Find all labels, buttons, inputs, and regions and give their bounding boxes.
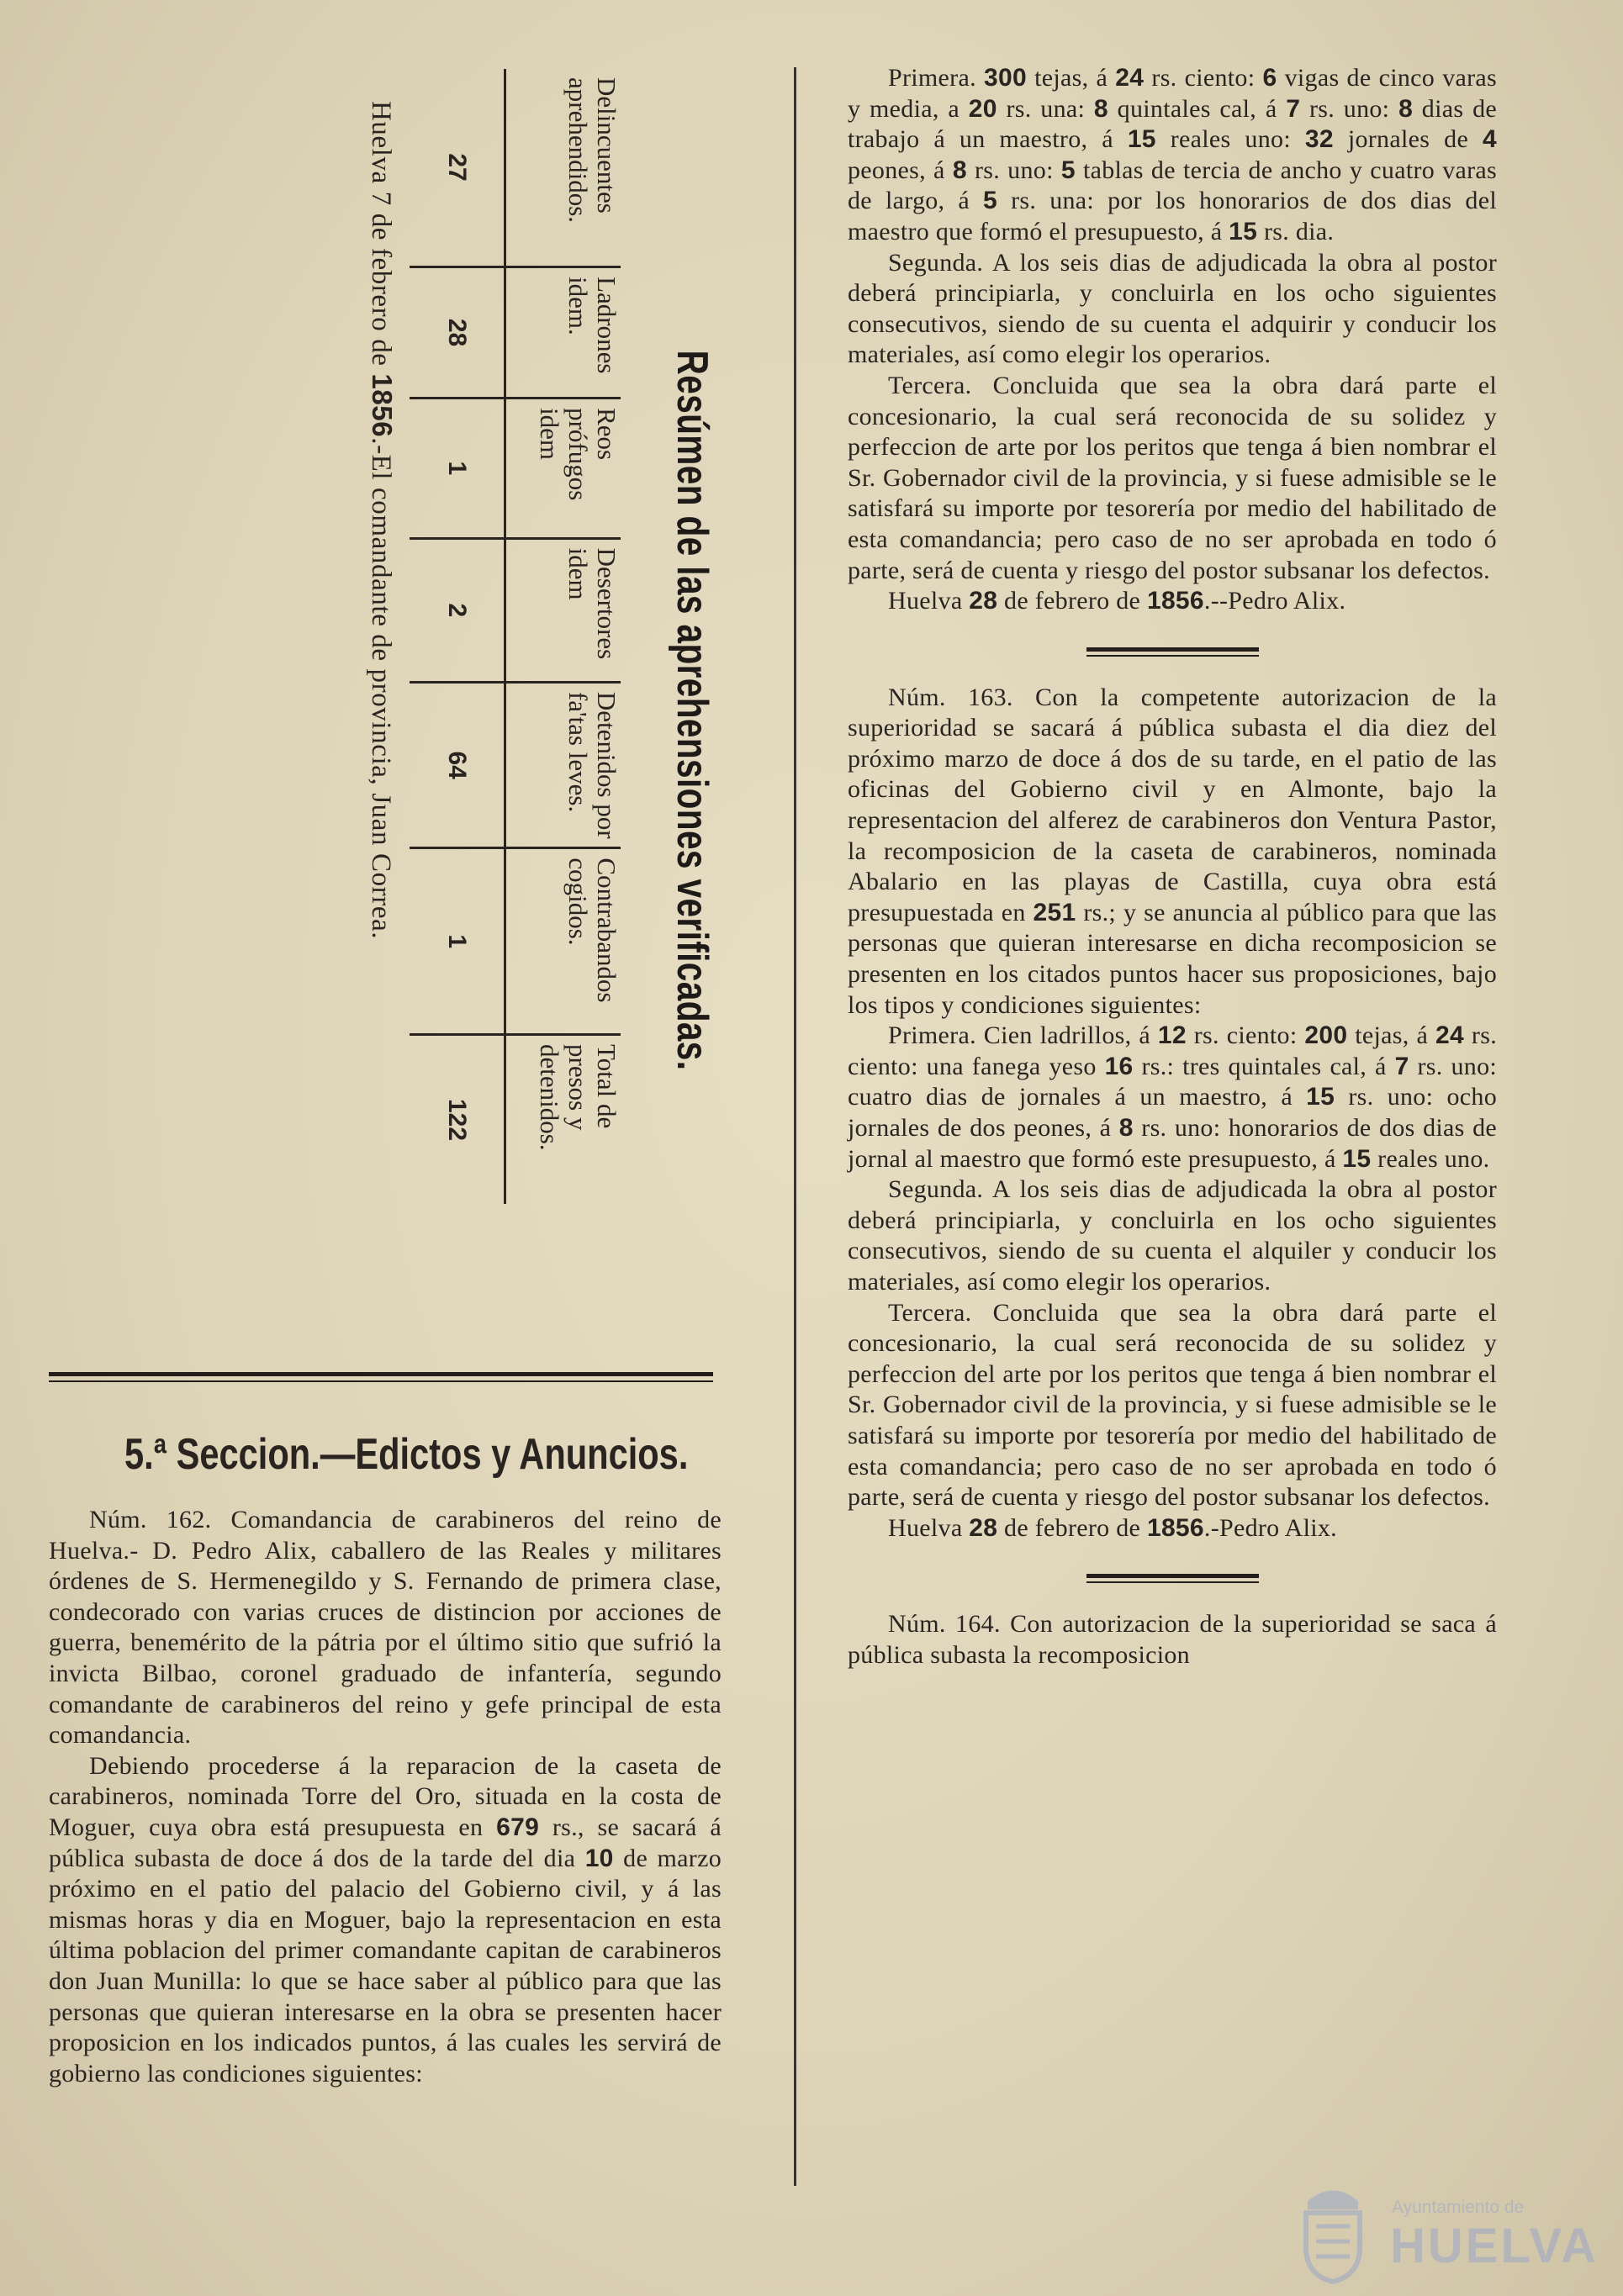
notice-162-condition-1-part-19: 4 [1483,125,1497,154]
notice-162-condition-1-part-2: tejas, á [1026,64,1116,92]
notice-162-condition-1-part-14: dias de trabajo á un maestro, á [848,94,1497,154]
resumen-footer: Huelva 7 de febrero de 1856.-El comandante de provincia, Juan Correa. [366,101,398,940]
ayuntamiento-huelva-logo [1291,2176,1599,2285]
notice-163-condition-1-part-10: rs. uno: cuatro dias de jornales á un maestro, á [848,1052,1498,1111]
coat-of-arms-icon [1291,2176,1375,2285]
notice-163-condition-1-part-6: rs. ciento: una fanega yeso [848,1021,1498,1080]
notice-162-condition-1-part-9: 8 [1093,94,1108,123]
column-divider [794,67,796,2186]
resumen-header-contrabandos: Contrabandos cogidos. [505,848,621,1035]
notice-162-condition-1-part-3: 24 [1115,64,1145,92]
notice-162-condition-1-part-21: 8 [952,156,967,184]
notice-163-condition-2: Segunda. A los seis dias de adjudicada la obra al postor deberá principiarla, y concluirla en los ocho siguientes consecutivos, siendo de su cuenta el alquiler y conducir los materiales, así como elegir los operarios. [848,1175,1497,1296]
notice-163-condition-1-part-4: tejas, á [1347,1021,1436,1050]
notice-162-condition-1-part-25: 5 [983,187,998,215]
resumen-value-contrabandos: 1 [410,848,505,1035]
notice-162-condition-1-part-12: rs. uno: [1300,94,1399,123]
notice-162-condition-1-part-15: 15 [1127,125,1156,154]
resumen-rotated-block [49,50,722,1370]
notice-162-condition-1-part-1: 300 [984,64,1027,92]
notice-162-body: Debiendo procederse á la reparacion de la caseta de carabineros, nominada Torre del Oro, situada en la costa de Moguer, cuya obra está presupuesta en 679 rs., se sacará á pública subasta de doce á dos de la tarde del dia 10 de marzo próximo en el patio del palacio del Gobierno civil, y á las mismas horas y dia en Moguer, bajo la representacion en esta última poblacion del primer comandante capitan de carabineros don Juan Munilla: lo que se hace saber al público para que las personas que quieran interesarse en la obra se presenten hacer proposicion en los indicados puntos, á las cuales les servirá de gobierno las condiciones siguientes: [49,1751,722,2088]
resumen-header-ladrones: Ladrones idem. [505,267,621,399]
resumen-value-delincuentes: 27 [443,153,471,182]
right-column [848,63,1497,1671]
notice-163-condition-1-part-2: rs. ciento: [1186,1021,1305,1050]
resumen-values-row [410,69,505,1204]
notice-162-signature: Huelva 28 de febrero de 1856.--Pedro Alix. [888,587,1346,615]
notice-162-condition-1-part-8: rs. una: [997,94,1094,123]
notice-162-condition-3: Tercera. Concluida que sea la obra dará parte el concesionario, la cual será reconocida de su solidez y perfeccion de arte por los peritos que tenga á bien nombrar el Sr. Gobernador civil de la provincia, y si fuese admisible se le satisfará su importe por tesorería por medio del habilitado de esta comandancia; pero caso de no ser aprobada en todo ó parte, será de cuenta y riesgo del postor subsanar los defectos. [848,371,1497,584]
notice-163-condition-1-part-1: 12 [1157,1021,1187,1050]
resumen-title: Resúmen de las aprehensiones verificadas. [668,350,716,1071]
resumen-header-detenidos: Detenidos por fa'tas leves. [505,682,621,847]
notice-163-condition-1-part-0: Cien ladrillos, á [975,1021,1158,1050]
section-title: 5.ª Seccion.—Edictos y Anuncios. [124,1430,689,1479]
notice-163-condition-1-part-3: 200 [1304,1021,1348,1050]
notice-162-condition-1-part-27: 15 [1229,217,1258,245]
notice-163-condition-1-part-11: 15 [1306,1083,1335,1111]
resumen-value-desertores: 2 [410,538,505,682]
notice-162-condition-1-part-0 [976,64,984,92]
notice-162-condition-2: Segunda. A los seis dias de adjudicada la obra al postor deberá principiarla, y concluirla en los ocho siguientes consecutivos, siendo de su cuenta el adquirir y conducir los materiales, así como elegir los operarios. [848,248,1497,369]
notice-163-condition-1-part-13: 8 [1118,1114,1134,1142]
separator-rule [1086,1574,1259,1584]
section-divider-rule [49,1372,713,1376]
resumen-header-delincuentes: Delincuentes aprehendidos. [505,69,621,267]
notice-163-condition-3: Tercera. Concluida que sea la obra dará parte el concesionario, la cual será reconocida de su solidez y perfeccion del arte por los peritos que tenga á bien nombrar el Sr. Gobernador civil de la provincia, y si fuese admisible se le satisfará su importe por tesorería por medio del habilitado de esta comandancia; pero caso de no ser aprobada en todo ó parte, será de cuenta y riesgo del postor subsanar los defectos. [848,1298,1497,1512]
notice-162-condition-1-part-7: 20 [968,94,997,123]
notice-163-condition-1-part-9: 7 [1394,1052,1409,1080]
notice-163-condition-1-part-15: 15 [1342,1144,1372,1173]
resumen-value-ladrones: 28 [410,267,505,399]
notice-163-condition-1-part-5: 24 [1435,1021,1465,1050]
resumen-header-desertores: Desertores idem [505,538,621,682]
separator-rule [1086,647,1259,657]
resumen-value-reos: 1 [410,399,505,539]
notice-162-condition-1-part-17: 32 [1304,125,1334,154]
notice-163-condition-1-part-12: rs. uno: ocho jornales de dos peones, á [848,1083,1497,1142]
notice-163-condition-1: Primera. Cien ladrillos, á 12 rs. ciento: 200 tejas, á 24 rs. ciento: una fanega yeso 16 rs.: tres quintales cal, á 7 rs. uno: cuatro dias de jornales á un maestro, á 15 rs. uno: ocho jornales de dos peones, á 8 rs. uno: honorarios de dos dias de jornal al maestro que formó este presupuesto, á 15 reales uno. [848,1021,1498,1173]
notice-163-signature: Huelva 28 de febrero de 1856.-Pedro Alix. [888,1513,1337,1542]
notice-162-condition-1-part-18: jornales de [1333,125,1483,154]
notice-162-condition-1-part-26: rs. una: por los honorarios de dos dias del maestro que formó el presupuesto, á [848,187,1497,245]
logo-main-text: HUELVA [1390,2219,1599,2273]
notice-163-condition-1-part-7: 16 [1104,1052,1134,1080]
notice-162-condition-1-part-10: quintales cal, á [1108,94,1287,123]
left-column [49,50,722,2262]
notice-162-condition-1-part-11: 7 [1286,94,1301,123]
notice-162-condition-1-part-5: 6 [1262,64,1277,92]
notice-162-condition-1: Primera. 300 tejas, á 24 rs. ciento: 6 vigas de cinco varas y media, a 20 rs. una: 8 quintales cal, á 7 rs. uno: 8 dias de trabajo á un maestro, á 15 reales uno: 32 jornales de 4 peones, á 8 rs. uno: 5 tablas de tercia de ancho y cuatro varas de largo, á 5 rs. una: por los honorarios de dos dias del maestro que formó el presupuesto, á 15 rs. dia. [848,64,1498,245]
notice-163-condition-1-part-14: rs. uno: honorarios de dos dias de jornal al maestro que formó este presupuesto, á [848,1114,1497,1173]
notice-162-condition-1-part-13: 8 [1398,94,1414,123]
notice-162-condition-1-part-28: rs. dia. [1257,217,1335,245]
logo-small-text: Ayuntamiento de [1392,2198,1525,2217]
resumen-value-detenidos: 64 [410,682,505,847]
notice-162-condition-1-part-24: tablas de tercia de ancho y cuatro varas de largo, á [848,156,1497,215]
notice-162-intro: Núm. 162. Comandancia de carabineros del reino de Huelva.- D. Pedro Alix, caballero de las Reales y militares órdenes de S. Hermenegildo y S. Fernando de primera clase, condecorado con varias cruces de distincion por acciones de guerra, benemérito de la pátria por el último sitio que sufrió la invicta Bilbao, coronel graduado de infantería, segundo comandante de carabineros del reino y gefe principal de esta comandancia. [49,1506,722,1750]
notice-163-intro: Núm. 163. Con la competente autorizacion de la superioridad se sacará á pública subasta el dia diez del próximo marzo de doce á dos de su tarde, en el patio de las oficinas del Gobierno civil y en Almonte, bajo la representacion del alferez de carabineros don Ventura Pastor, la recomposicion de la caseta de carabineros, nominada Abalario en las playas de Castilla, cuya obra está presupuestada en 251 rs.; y se anuncia al público para que las personas que quieran interesarse en dicha recomposicion se presenten en los citados puntos hacer sus proposiciones, bajo los tipos y condiciones siguientes: [848,683,1498,1019]
notice-162-condition-1-part-16: reales uno: [1155,125,1305,154]
notice-162-condition-1-part-22: rs. uno: [966,156,1061,184]
resumen-table [410,69,621,1204]
notice-162-part1 [49,1505,722,2089]
notice-164-intro: Núm. 164. Con autorizacion de la superioridad se saca á pública subasta la recomposicion [848,1610,1497,1669]
notice-162-condition-1-part-4: rs. ciento: [1144,64,1263,92]
resumen-header-row [505,69,621,1204]
resumen-value-total: 122 [410,1035,505,1204]
resumen-header-total: Total de presos y detenidos. [505,1035,621,1204]
notice-163-condition-1-part-16: reales uno. [1371,1144,1490,1173]
notice-163-condition-1-part-8: rs.: tres quintales cal, á [1133,1052,1395,1080]
notice-162-condition-1-part-23: 5 [1060,156,1076,184]
notice-162-condition-1-part-20: peones, á [848,156,953,184]
resumen-header-reos: Reos prófugos idem [505,399,621,539]
notice-162-condition-1-part-6: vigas de cinco varas y media, a [848,64,1498,123]
